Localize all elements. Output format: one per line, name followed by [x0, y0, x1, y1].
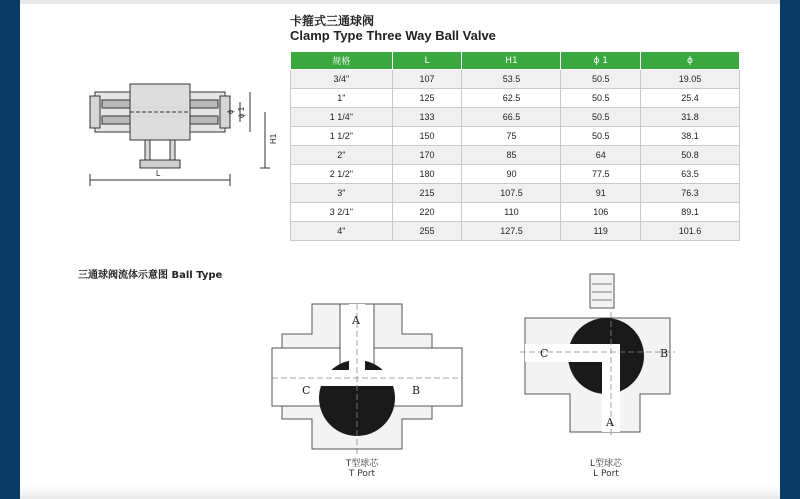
cell: 19.05: [641, 70, 740, 89]
cell: 89.1: [641, 203, 740, 222]
top-edge: [20, 0, 780, 4]
cell: 53.5: [462, 70, 561, 89]
cell: 75: [462, 127, 561, 146]
l-port-label-c: C: [540, 347, 549, 360]
cell: 25.4: [641, 89, 740, 108]
dim-phi1-label: ϕ 1: [237, 106, 246, 118]
header-phi1: ϕ 1: [561, 52, 641, 70]
cell: 3": [291, 184, 393, 203]
table-row: [291, 184, 740, 203]
table-row: [291, 146, 740, 165]
cell: 90: [462, 165, 561, 184]
spec-sheet: [20, 0, 780, 499]
cell: 1 1/2": [291, 127, 393, 146]
cell: 76.3: [641, 184, 740, 203]
cell: 107.5: [462, 184, 561, 203]
cell: 4": [291, 222, 393, 241]
cell: 170: [392, 146, 462, 165]
dim-l-label: L: [156, 169, 161, 178]
cell: 220: [392, 203, 462, 222]
table-row: [291, 203, 740, 222]
header-phi: ϕ: [641, 52, 740, 70]
cell: 66.5: [462, 108, 561, 127]
t-port-label-c: C: [302, 384, 311, 397]
title-english: Clamp Type Three Way Ball Valve: [290, 28, 496, 43]
cell: 2": [291, 146, 393, 165]
cell: 106: [561, 203, 641, 222]
cell: 150: [392, 127, 462, 146]
table-row: [291, 89, 740, 108]
t-port-label-b: B: [412, 384, 421, 397]
valve-dimension-drawing: [90, 78, 290, 208]
cell: 50.5: [561, 70, 641, 89]
t-port-caption-cn: T型球芯: [345, 459, 379, 469]
ball-type-section-title: 三通球阀流体示意图 Ball Type: [78, 270, 223, 281]
cell: 3/4": [291, 70, 393, 89]
cell: 50.5: [561, 89, 641, 108]
l-port-caption: [566, 456, 646, 479]
cell: 1 1/4": [291, 108, 393, 127]
header-l: L: [392, 52, 462, 70]
table-row: [291, 222, 740, 241]
cell: 3 2/1": [291, 203, 393, 222]
header-size: 规格: [291, 52, 393, 70]
t-port-diagram: [272, 304, 462, 454]
dim-h1-label: H1: [269, 133, 278, 144]
table-row: [291, 70, 740, 89]
cell: 255: [392, 222, 462, 241]
cell: 119: [561, 222, 641, 241]
cell: 2 1/2": [291, 165, 393, 184]
table-row: [291, 165, 740, 184]
cell: 50.5: [561, 127, 641, 146]
bottom-edge: [20, 485, 780, 499]
l-port-label-b: B: [660, 347, 669, 360]
cell: 50.8: [641, 146, 740, 165]
t-port-caption: [322, 456, 402, 479]
l-port-label-a: A: [606, 416, 614, 429]
t-port-label-a: A: [352, 314, 360, 327]
cell: 62.5: [462, 89, 561, 108]
cell: 77.5: [561, 165, 641, 184]
cell: 38.1: [641, 127, 740, 146]
cell: 64: [561, 146, 641, 165]
spec-table-header: [291, 52, 740, 70]
dim-phi-label: ϕ: [226, 109, 235, 114]
cell: 215: [392, 184, 462, 203]
cell: 31.8: [641, 108, 740, 127]
cell: 1": [291, 89, 393, 108]
cell: 101.6: [641, 222, 740, 241]
cell: 63.5: [641, 165, 740, 184]
cell: 91: [561, 184, 641, 203]
spec-table: [290, 51, 740, 241]
l-port-caption-cn: L型球芯: [589, 459, 622, 469]
cell: 110: [462, 203, 561, 222]
cell: 107: [392, 70, 462, 89]
t-port-caption-en: T Port: [348, 469, 376, 479]
cell: 50.5: [561, 108, 641, 127]
cell: 133: [392, 108, 462, 127]
table-row: [291, 127, 740, 146]
l-port-caption-en: L Port: [593, 469, 619, 479]
title-chinese: 卡箍式三通球阀: [290, 14, 375, 28]
cell: 127.5: [462, 222, 561, 241]
header-h1: H1: [462, 52, 561, 70]
cell: 180: [392, 165, 462, 184]
l-port-diagram: [510, 272, 680, 452]
table-row: [291, 108, 740, 127]
cell: 85: [462, 146, 561, 165]
cell: 125: [392, 89, 462, 108]
